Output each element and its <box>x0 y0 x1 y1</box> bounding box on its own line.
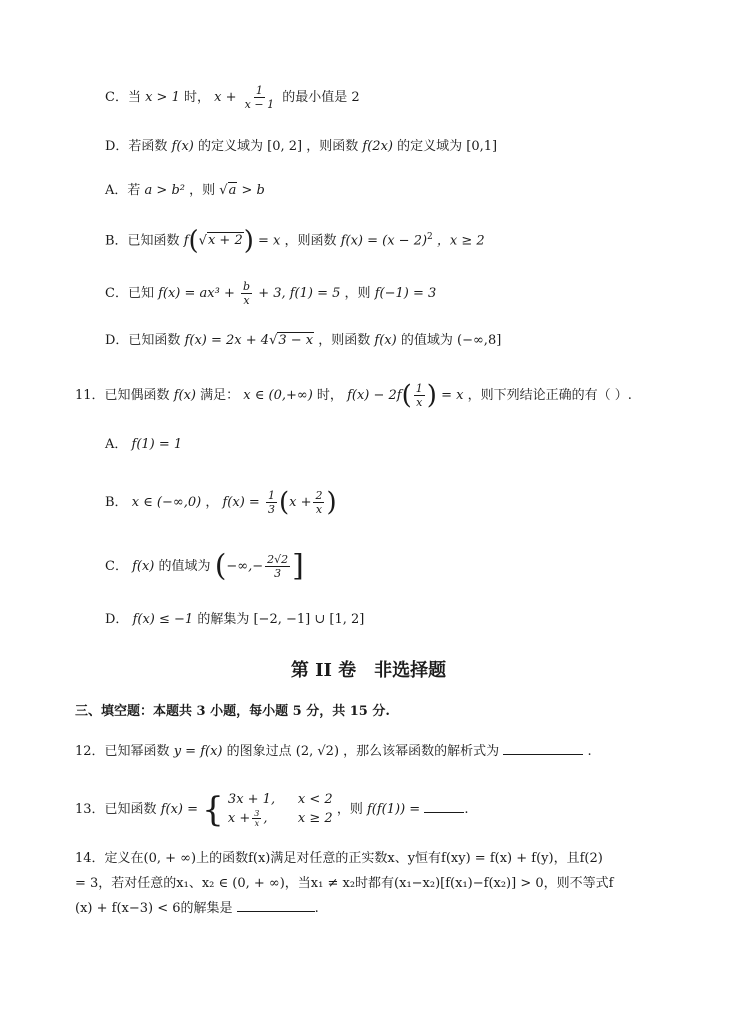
math-expr: f(x) − 2f <box>347 388 402 403</box>
option-b-function <box>105 225 705 256</box>
question-14-line1: 14．定义在(0, + ∞)上的函数f(x)满足对任意的正实数x、y恒有f(xy) = f(x) + f(y)，且f(2) <box>75 851 603 866</box>
fraction <box>252 809 261 828</box>
sqrt-radicand: a <box>228 183 237 198</box>
text: 时， <box>316 388 343 403</box>
math-interval: [0, 2] <box>267 139 303 154</box>
text: ，则函数 <box>284 233 337 249</box>
option-c-inequality <box>105 84 705 111</box>
option-label: C．当 <box>105 90 141 105</box>
math-expr: f(f(1)) = <box>366 802 421 817</box>
frac-den: x <box>315 503 323 516</box>
option-label: C． <box>105 559 128 574</box>
option-a-sqrt <box>105 181 705 201</box>
text: ，则函数 <box>306 139 359 154</box>
option-label: C．已知 <box>105 286 154 301</box>
text: 满足： <box>200 388 240 403</box>
text: 的定义域为 <box>198 139 264 154</box>
frac-den: 3 <box>274 567 282 580</box>
fraction <box>243 84 276 111</box>
frac-den: x <box>254 819 260 828</box>
text: , <box>263 811 268 826</box>
case-row <box>228 809 333 828</box>
text: 的值域为 <box>400 333 453 348</box>
text: ，则下列结论正确的有（ ）. <box>467 388 632 403</box>
case-cond: x < 2 <box>297 792 333 807</box>
math-expr: f(x) = 2x + 4 <box>184 333 270 348</box>
text: . <box>464 802 469 817</box>
math-expr: −∞,− <box>226 559 264 574</box>
math-expr: f(x) = <box>160 802 198 817</box>
text: 的解集为 <box>197 612 250 627</box>
fraction <box>313 489 324 516</box>
paren-close: ) <box>426 380 437 411</box>
text: 时， <box>184 90 211 105</box>
frac-den: 3 <box>267 503 275 516</box>
question-number: 13．已知函数 <box>75 802 157 817</box>
option-label: D．已知函数 <box>105 333 181 348</box>
math-expr: = x <box>441 388 464 403</box>
option-c-odd <box>105 280 705 307</box>
math-expr: f(x) <box>132 559 155 574</box>
piecewise-cases <box>228 791 333 828</box>
question-14-line3 <box>75 899 715 919</box>
frac-num: 1 <box>415 382 423 395</box>
question-11 <box>75 382 715 409</box>
answer-blank[interactable] <box>424 800 464 813</box>
math-expr: f(x) = (x − 2) <box>340 233 428 249</box>
question-12 <box>75 742 715 762</box>
math-expr: f(x) ≤ −1 <box>132 612 194 627</box>
option-label: D． <box>105 612 129 627</box>
case-cond: x ≥ 2 <box>297 811 333 826</box>
text: ， <box>205 495 219 510</box>
question-14-line2: = 3，若对任意的x₁、x₂ ∈ (0, + ∞)，当x₁ ≠ x₂时都有(x₁−x₂)[f(x₁)−f(x₂)] > 0，则不等式f <box>75 876 614 891</box>
frac-den: x <box>243 294 250 307</box>
bracket-close: ] <box>292 548 304 584</box>
math-expr: = x <box>258 233 281 249</box>
math-expr: f(x) = ax³ + <box>158 286 235 301</box>
option-label: A． <box>105 437 128 452</box>
math-interval: (−∞,8] <box>457 333 502 348</box>
math-condition: x ∈ (−∞,0) <box>131 495 202 510</box>
math-expr: f(x) <box>173 388 196 403</box>
paren-open: ( <box>214 548 227 584</box>
fraction <box>266 489 277 516</box>
text: 的值域为 <box>158 559 211 574</box>
text: ，则 <box>336 802 363 817</box>
paren-open: ( <box>401 380 412 411</box>
math-expr: > b <box>241 183 265 198</box>
frac-den: x <box>416 396 423 409</box>
math-expr: f(x) <box>374 333 397 348</box>
section-heading: 三、填空题：本题共 3 小题，每小题 5 分，共 15 分. <box>75 704 390 719</box>
case-expr: x + <box>227 811 251 826</box>
math-expr: + 3, f(1) = 5 <box>258 286 341 301</box>
frac-num: 3 <box>254 809 260 818</box>
frac-num: b <box>243 280 251 293</box>
math-condition: x ∈ (0,+∞) <box>243 388 313 403</box>
math-expr: f(x) <box>171 139 194 154</box>
option-d-domain <box>105 137 705 157</box>
answer-blank[interactable] <box>503 742 583 755</box>
sqrt-sign: √ <box>198 233 207 249</box>
paren-open: ( <box>188 225 199 256</box>
q11-choice-b <box>105 489 505 516</box>
math-point: (2, √2) <box>295 744 340 759</box>
text: ，则函数 <box>318 333 371 348</box>
math-expr: f(2x) <box>362 139 393 154</box>
sqrt-sign: √ <box>269 333 278 348</box>
case-expr: 3x + 1, <box>227 792 276 807</box>
sqrt-sign: √ <box>219 183 228 198</box>
math-expr: f <box>183 233 189 249</box>
option-label: A．若 <box>105 183 141 198</box>
math-condition: x > 1 <box>145 90 180 105</box>
superscript: 2 <box>427 232 433 242</box>
math-expr: x + <box>214 90 237 105</box>
question-number: 12．已知幂函数 <box>75 744 170 759</box>
paren-open: ( <box>278 487 290 518</box>
q11-choice-d <box>105 610 505 630</box>
text: 的图象过点 <box>226 744 292 759</box>
q11-choice-c <box>105 548 505 584</box>
question-number: 11．已知偶函数 <box>75 388 170 403</box>
frac-num: 2 <box>315 489 323 502</box>
frac-num: 1 <box>267 489 275 502</box>
math-condition: a > b² <box>144 183 185 198</box>
frac-num: 2√2 <box>267 553 289 566</box>
math-expr: f(1) = 1 <box>131 437 183 452</box>
section-title: 第 II 卷 非选择题 <box>290 660 447 681</box>
frac-num: 1 <box>255 84 263 97</box>
text: (x) + f(x−3) < 6的解集是 <box>75 901 233 916</box>
text: ，那么该幂函数的解析式为 <box>343 744 500 759</box>
answer-blank[interactable] <box>237 899 315 912</box>
sqrt-radicand: 3 − x <box>278 333 314 348</box>
text: 的最小值是 2 <box>282 90 360 105</box>
paren-close: ) <box>326 487 337 518</box>
option-label: B． <box>105 495 128 510</box>
fraction <box>414 382 425 409</box>
brace: { <box>202 789 224 830</box>
fraction <box>241 280 252 307</box>
math-condition: ，x ≥ 2 <box>436 233 485 249</box>
option-label: B．已知函数 <box>105 233 180 249</box>
paren-close: ) <box>243 225 254 256</box>
fraction <box>265 553 290 580</box>
math-expr: f(x) = <box>222 495 260 510</box>
math-expr: y = f(x) <box>173 744 223 759</box>
case-row <box>228 791 333 809</box>
math-expr: x + <box>289 495 312 510</box>
text: ，则 <box>344 286 371 301</box>
math-interval: [0,1] <box>466 139 498 154</box>
text: . <box>314 901 319 916</box>
math-interval: [−2, −1] ∪ [1, 2] <box>253 612 365 627</box>
text: . <box>587 744 592 759</box>
sqrt-radicand: x + 2 <box>207 233 243 249</box>
option-d-range <box>105 331 725 351</box>
q11-choice-a <box>105 435 505 455</box>
frac-den: x − 1 <box>244 98 275 111</box>
text: ，则 <box>189 183 216 198</box>
option-label: D．若函数 <box>105 139 168 154</box>
math-expr: f(−1) = 3 <box>374 286 437 301</box>
question-13 <box>75 788 715 832</box>
case-expr-wrap <box>228 809 298 828</box>
text: 的定义域为 <box>397 139 463 154</box>
